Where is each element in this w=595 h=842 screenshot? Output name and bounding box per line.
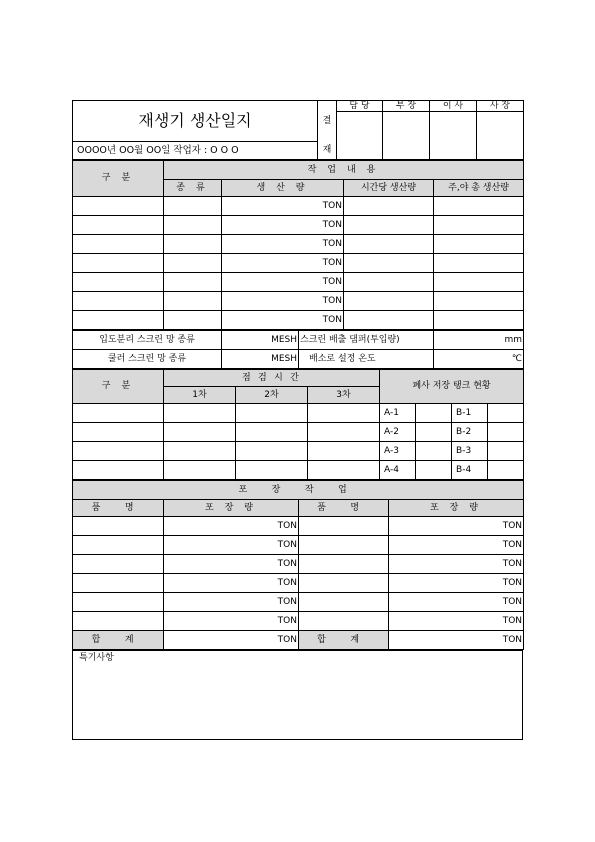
settings-table <box>72 330 524 369</box>
cell-gubun[interactable] <box>73 254 164 273</box>
cell-product-name[interactable] <box>299 593 389 612</box>
cell-time-2[interactable] <box>236 461 308 480</box>
notes-label: 특기사항 <box>79 653 114 663</box>
cell-type[interactable] <box>164 197 222 216</box>
cell-time-2[interactable] <box>236 423 308 442</box>
cell-product-name[interactable] <box>73 555 164 574</box>
signature-box[interactable] <box>337 112 383 160</box>
table-row <box>73 216 524 235</box>
screen-mesh-value[interactable]: MESH <box>222 331 299 350</box>
signature-box[interactable] <box>430 112 477 160</box>
cell-type[interactable] <box>164 311 222 330</box>
cell-amount[interactable]: TON <box>222 254 344 273</box>
signature-box[interactable] <box>383 112 430 160</box>
cell-time-1[interactable] <box>164 423 236 442</box>
approver-label: 이 사 <box>430 101 477 112</box>
total-pack-amount[interactable]: TON <box>389 631 524 650</box>
cell-product-name[interactable] <box>299 612 389 631</box>
cell-amount[interactable]: TON <box>222 216 344 235</box>
table-row <box>73 536 524 555</box>
cell-pack-amount[interactable]: TON <box>389 517 524 536</box>
cell-time-1[interactable] <box>164 404 236 423</box>
cell-pack-amount[interactable]: TON <box>389 574 524 593</box>
cell-pack-amount[interactable]: TON <box>389 536 524 555</box>
cell-pack-amount[interactable]: TON <box>164 593 299 612</box>
cell-time-2[interactable] <box>236 404 308 423</box>
approver-label: 부 장 <box>383 101 430 112</box>
cell-pack-amount[interactable]: TON <box>389 612 524 631</box>
table-row <box>73 404 524 423</box>
cell-amount[interactable]: TON <box>222 197 344 216</box>
table-row <box>73 574 524 593</box>
cell-time-3[interactable] <box>308 404 380 423</box>
cell-product-name[interactable] <box>299 536 389 555</box>
table-row <box>73 555 524 574</box>
table-row <box>73 235 524 254</box>
cell-product-name[interactable] <box>73 574 164 593</box>
page-title: 재생기 생산일지 <box>73 101 318 142</box>
cell-type[interactable] <box>164 216 222 235</box>
table-row <box>73 593 524 612</box>
table-row <box>73 517 524 536</box>
cell-time-3[interactable] <box>308 442 380 461</box>
tank-label: B-3 <box>452 442 488 461</box>
cell-hourly[interactable] <box>344 254 434 273</box>
screen-mesh-label: 입도분리 스크린 망 종류 <box>73 331 222 350</box>
inspection-time-header: 점 검 시 간 <box>164 370 380 387</box>
cell-pack-amount[interactable]: TON <box>164 517 299 536</box>
cell-total[interactable] <box>434 235 524 254</box>
cell-amount[interactable]: TON <box>222 292 344 311</box>
total-label: 합 계 <box>299 631 389 650</box>
table-row <box>73 442 524 461</box>
production-table <box>72 160 524 330</box>
tank-label: A-2 <box>380 423 416 442</box>
cell-total[interactable] <box>434 197 524 216</box>
cell-gubun[interactable] <box>73 197 164 216</box>
cell-product-name[interactable] <box>73 536 164 555</box>
cell-gubun[interactable] <box>73 404 164 423</box>
cell-gubun[interactable] <box>73 216 164 235</box>
table-row <box>73 612 524 631</box>
column-header-hourly: 시간당 생산량 <box>344 180 434 197</box>
furnace-temp-label: 배소로 설정 온도 <box>299 350 434 369</box>
cell-hourly[interactable] <box>344 216 434 235</box>
cell-pack-amount[interactable]: TON <box>389 593 524 612</box>
notes-field[interactable] <box>73 651 523 740</box>
time-header-3: 3차 <box>308 387 380 404</box>
tank-value[interactable] <box>416 461 452 480</box>
table-row <box>73 461 524 480</box>
cell-amount[interactable]: TON <box>222 311 344 330</box>
cell-product-name[interactable] <box>299 574 389 593</box>
cell-time-1[interactable] <box>164 461 236 480</box>
column-header-pack-amount: 포 장 량 <box>164 500 299 517</box>
cell-time-1[interactable] <box>164 442 236 461</box>
production-log-form <box>72 100 523 740</box>
total-row <box>73 631 524 650</box>
inspection-table <box>72 369 524 480</box>
work-content-header: 작 업 내 용 <box>164 161 524 180</box>
notes-table <box>72 650 523 740</box>
cell-gubun[interactable] <box>73 292 164 311</box>
column-header-name: 품 명 <box>299 500 389 517</box>
cell-pack-amount[interactable]: TON <box>164 555 299 574</box>
table-row <box>73 423 524 442</box>
cell-total[interactable] <box>434 311 524 330</box>
cell-hourly[interactable] <box>344 292 434 311</box>
column-header-name: 품 명 <box>73 500 164 517</box>
tank-status-header: 폐사 저장 탱크 현황 <box>380 370 524 404</box>
cell-gubun[interactable] <box>73 273 164 292</box>
table-row <box>73 254 524 273</box>
cell-hourly[interactable] <box>344 197 434 216</box>
furnace-temp-value[interactable]: ℃ <box>434 350 524 369</box>
cell-hourly[interactable] <box>344 235 434 254</box>
cell-time-2[interactable] <box>236 442 308 461</box>
tank-label: B-1 <box>452 404 488 423</box>
cell-total[interactable] <box>434 273 524 292</box>
cooler-mesh-value[interactable]: MESH <box>222 350 299 369</box>
tank-value[interactable] <box>416 442 452 461</box>
signature-box[interactable] <box>477 112 524 160</box>
approver-label: 담 당 <box>337 101 383 112</box>
tank-label: B-2 <box>452 423 488 442</box>
tank-value[interactable] <box>488 461 524 480</box>
approval-label-bottom: 재 <box>318 142 337 160</box>
cell-type[interactable] <box>164 235 222 254</box>
form-header <box>72 100 524 160</box>
cell-total[interactable] <box>434 292 524 311</box>
tank-label: A-1 <box>380 404 416 423</box>
cell-gubun[interactable] <box>73 442 164 461</box>
cell-product-name[interactable] <box>73 593 164 612</box>
approver-label: 사 장 <box>477 101 524 112</box>
time-header-2: 2차 <box>236 387 308 404</box>
damper-label: 스크린 배출 댐퍼(투입량) <box>299 331 434 350</box>
table-row <box>73 273 524 292</box>
cell-total[interactable] <box>434 216 524 235</box>
cell-pack-amount[interactable]: TON <box>164 536 299 555</box>
column-header-amount: 생 산 량 <box>222 180 344 197</box>
cell-time-3[interactable] <box>308 461 380 480</box>
packing-table <box>72 480 524 650</box>
cell-product-name[interactable] <box>73 612 164 631</box>
tank-label: B-4 <box>452 461 488 480</box>
tank-value[interactable] <box>416 404 452 423</box>
column-header-type: 종 류 <box>164 180 222 197</box>
cell-pack-amount[interactable]: TON <box>164 574 299 593</box>
cell-product-name[interactable] <box>73 517 164 536</box>
cell-product-name[interactable] <box>299 555 389 574</box>
tank-value[interactable] <box>488 423 524 442</box>
cell-amount[interactable]: TON <box>222 273 344 292</box>
column-header-total: 주,야 총 생산량 <box>434 180 524 197</box>
cell-gubun[interactable] <box>73 461 164 480</box>
cell-amount[interactable]: TON <box>222 235 344 254</box>
cell-hourly[interactable] <box>344 273 434 292</box>
production-group-header: 구 분 <box>73 161 164 197</box>
cell-gubun[interactable] <box>73 311 164 330</box>
date-operator-line[interactable]: OOOO년 OO월 OO일 작업자 : O O O <box>73 142 318 160</box>
cooler-mesh-label: 쿨러 스크린 망 종류 <box>73 350 222 369</box>
cell-pack-amount[interactable]: TON <box>164 612 299 631</box>
table-row <box>73 292 524 311</box>
cell-type[interactable] <box>164 292 222 311</box>
cell-time-3[interactable] <box>308 423 380 442</box>
tank-label: A-3 <box>380 442 416 461</box>
packing-section-header: 포 장 작 업 <box>73 481 524 500</box>
damper-value[interactable]: mm <box>434 331 524 350</box>
cell-total[interactable] <box>434 254 524 273</box>
inspection-group-header: 구 분 <box>73 370 164 404</box>
total-pack-amount[interactable]: TON <box>164 631 299 650</box>
approval-label-top: 결 <box>318 101 337 142</box>
cell-type[interactable] <box>164 273 222 292</box>
cell-pack-amount[interactable]: TON <box>389 555 524 574</box>
tank-value[interactable] <box>488 442 524 461</box>
cell-hourly[interactable] <box>344 311 434 330</box>
total-label: 합 계 <box>73 631 164 650</box>
tank-value[interactable] <box>416 423 452 442</box>
time-header-1: 1차 <box>164 387 236 404</box>
column-header-pack-amount: 포 장 량 <box>389 500 524 517</box>
table-row <box>73 197 524 216</box>
cell-gubun[interactable] <box>73 423 164 442</box>
cell-product-name[interactable] <box>299 517 389 536</box>
table-row <box>73 311 524 330</box>
tank-value[interactable] <box>488 404 524 423</box>
tank-label: A-4 <box>380 461 416 480</box>
cell-gubun[interactable] <box>73 235 164 254</box>
cell-type[interactable] <box>164 254 222 273</box>
